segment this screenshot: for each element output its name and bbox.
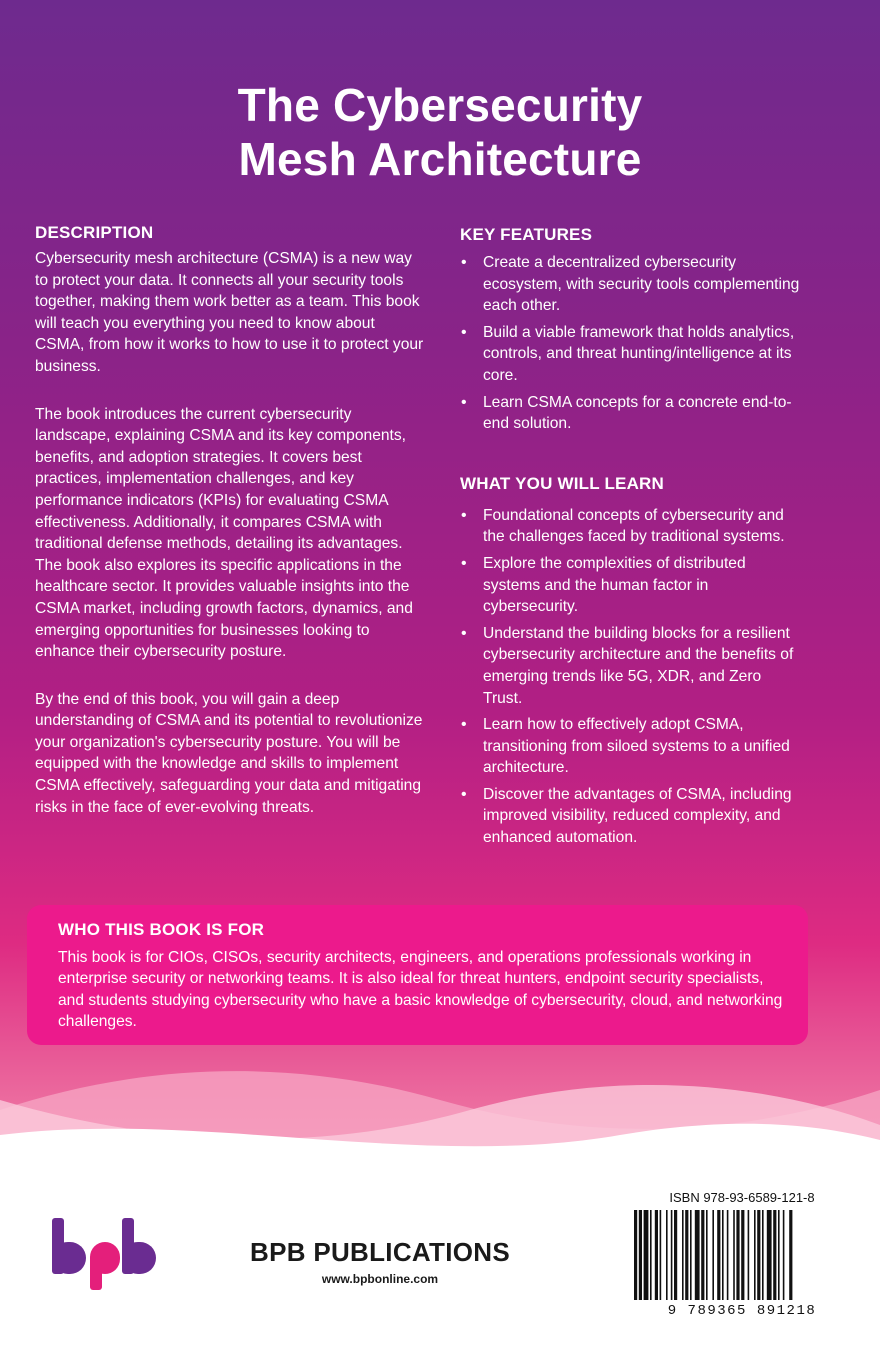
barcode-bar bbox=[778, 1210, 780, 1300]
barcode-bar bbox=[650, 1210, 652, 1300]
learn-item: • Discover the advantages of CSMA, including improved visibility, reduced complexity, and enhanced automation. bbox=[460, 784, 800, 849]
barcode-bar bbox=[666, 1210, 668, 1300]
bpb-logo bbox=[52, 1218, 156, 1290]
barcode-bar bbox=[706, 1210, 708, 1300]
barcode-bar bbox=[701, 1210, 704, 1300]
decorative-waves bbox=[0, 1040, 880, 1170]
audience-heading: WHO THIS BOOK IS FOR bbox=[58, 920, 265, 939]
description-paragraph-3: By the end of this book, you will gain a deep understanding of CSMA and its potential to revolutionize your organization's cybersecurity posture. You will be equipped with the knowledge and skills to implement CSMA effectively, safeguarding your data and mitigating risks in the face of ever-evolving threats. bbox=[35, 690, 423, 816]
barcode-bar bbox=[736, 1210, 739, 1300]
publisher-url: www.bpbonline.com bbox=[321, 1272, 439, 1286]
barcode-bar bbox=[655, 1210, 658, 1300]
barcode-bar bbox=[634, 1210, 637, 1300]
barcode-bar bbox=[762, 1210, 764, 1300]
barcode-bar bbox=[773, 1210, 776, 1300]
barcode-bar bbox=[733, 1210, 735, 1300]
title-line-1: The Cybersecurity bbox=[237, 79, 643, 131]
description-section bbox=[35, 222, 427, 844]
publisher-block bbox=[230, 1237, 530, 1287]
barcode-bar bbox=[685, 1210, 688, 1300]
audience-box bbox=[27, 905, 808, 1045]
learn-item: • Foundational concepts of cybersecurity and the challenges faced by traditional systems. bbox=[460, 505, 800, 548]
barcode-bar bbox=[712, 1210, 714, 1300]
audience-text: This book is for CIOs, CISOs, security architects, engineers, and operations professionals working in enterprise security or networking teams. It is also ideal for threat hunters, endpoint security specialists, and students studying cybersecurity who have a basic knowledge of cybersecurity, cloud, and networking challenges. bbox=[58, 949, 783, 1031]
barcode-bar bbox=[748, 1210, 750, 1300]
key-feature-item: • Learn CSMA concepts for a concrete end-to-end solution. bbox=[460, 392, 800, 435]
key-features-list bbox=[460, 252, 800, 435]
isbn-barcode bbox=[622, 1190, 862, 1330]
learn-item: • Understand the building blocks for a resilient cybersecurity architecture and the benefits of emerging trends like 5G, XDR, and Zero Trust. bbox=[460, 623, 800, 709]
key-feature-item: • Create a decentralized cybersecurity ecosystem, with security tools complementing each other. bbox=[460, 252, 800, 317]
barcode-bar bbox=[660, 1210, 662, 1300]
barcode-bars bbox=[626, 1210, 858, 1302]
isbn-label: ISBN 978-93-6589-121-8 bbox=[669, 1190, 815, 1205]
learn-item: • Explore the complexities of distributed systems and the human factor in cybersecurity. bbox=[460, 553, 800, 618]
barcode-bar bbox=[682, 1210, 684, 1300]
barcode-bar bbox=[644, 1210, 649, 1300]
barcode-bar bbox=[722, 1210, 724, 1300]
barcode-bar bbox=[671, 1210, 673, 1300]
features-column bbox=[460, 224, 800, 854]
key-features-heading: KEY FEATURES bbox=[460, 225, 593, 244]
description-heading: DESCRIPTION bbox=[35, 223, 154, 242]
key-feature-item: • Build a viable framework that holds analytics, controls, and threat hunting/intelligence at its core. bbox=[460, 322, 800, 387]
learn-item: • Learn how to effectively adopt CSMA, transitioning from siloed systems to a unified architecture. bbox=[460, 714, 800, 779]
barcode-bar bbox=[690, 1210, 692, 1300]
title-line-2: Mesh Architecture bbox=[238, 133, 642, 185]
barcode-bar bbox=[727, 1210, 729, 1300]
barcode-bar bbox=[639, 1210, 642, 1300]
barcode-bar bbox=[695, 1210, 700, 1300]
learn-heading: WHAT YOU WILL LEARN bbox=[460, 473, 665, 493]
barcode-bar bbox=[717, 1210, 720, 1300]
barcode-bar bbox=[767, 1210, 772, 1300]
description-paragraph-1: Cybersecurity mesh architecture (CSMA) is a new way to protect your data. It connects all your security tools together, making them work better as a team. This book will teach you everything you need to know about CSMA, from how it works to how to use it to protect your business. bbox=[35, 250, 424, 375]
publisher-name: BPB PUBLICATIONS bbox=[250, 1237, 510, 1267]
book-title bbox=[0, 78, 880, 186]
barcode-number: 9 789365 891218 bbox=[667, 1303, 817, 1319]
barcode-bar bbox=[789, 1210, 792, 1300]
learn-list bbox=[460, 505, 800, 849]
description-paragraph-2: The book introduces the current cybersecurity landscape, explaining CSMA and its key components, benefits, and adoption strategies. It covers best practices, implementation challenges, and key performance indicators (KPIs) for evaluating CSMA effectiveness. Additionally, it compares CSMA with traditional defense methods, detailing its advantages. The book also explores its specific applications in the healthcare sector. It provides valuable insights into the CSMA market, including growth factors, dynamics, and emerging opportunities for businesses looking to enhance their cybersecurity posture. bbox=[35, 405, 413, 661]
barcode-bar bbox=[757, 1210, 760, 1300]
barcode-bar bbox=[741, 1210, 744, 1300]
barcode-bar bbox=[674, 1210, 677, 1300]
barcode-bar bbox=[783, 1210, 785, 1300]
barcode-bar bbox=[754, 1210, 756, 1300]
